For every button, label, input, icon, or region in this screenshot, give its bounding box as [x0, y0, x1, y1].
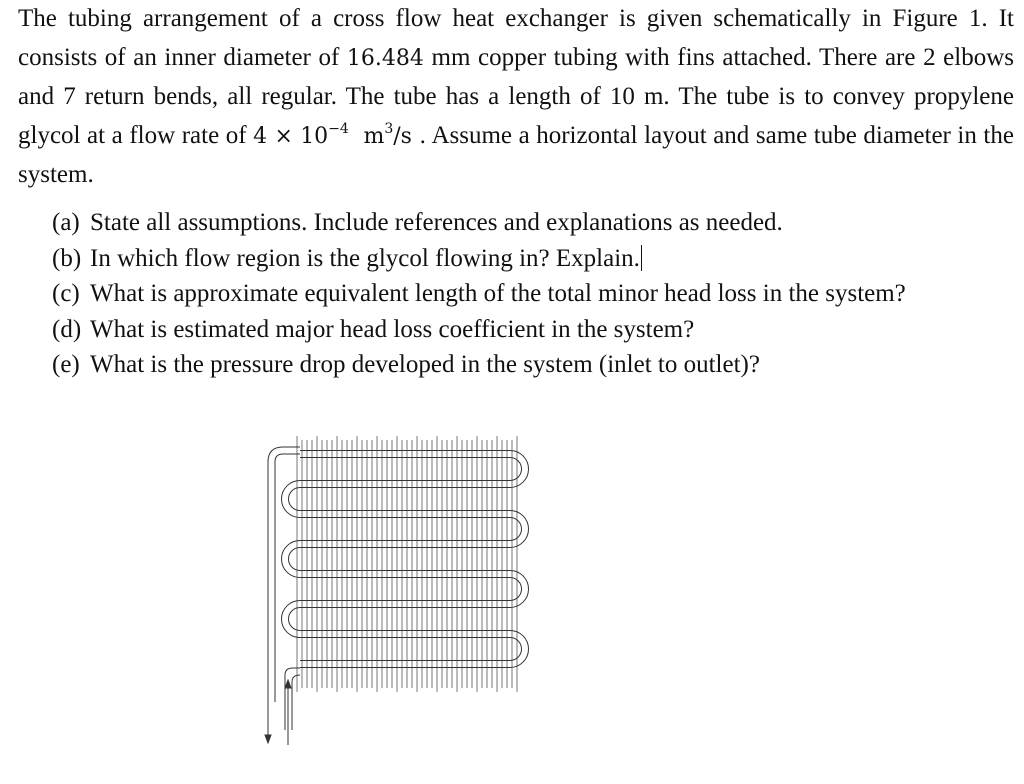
question-item: [52, 276, 952, 312]
tube-pass: [300, 601, 510, 608]
return-bends: [282, 451, 529, 668]
arrow-up-icon: [285, 680, 291, 745]
question-text: What is the pressure drop developed in the system (inlet to outlet)?: [90, 351, 760, 378]
question-item: [52, 312, 952, 348]
intro-text-1: The tubing arrangement of a cross flow heat exchanger is given schematically in Figure 1. It consists of an inner diameter of: [18, 5, 1014, 71]
intro-text-3: Assume a horizontal layout and same tube diameter in the system.: [18, 121, 1014, 188]
question-label: (a): [52, 209, 80, 236]
question-text: What is approximate equivalent length of the total minor head loss in the system?: [90, 280, 906, 307]
bottom-elbow: [285, 668, 300, 682]
question-label: (b): [52, 244, 82, 272]
flow-exponent: −4: [328, 120, 349, 137]
tube-passes: [300, 451, 510, 668]
text-cursor: [641, 245, 643, 271]
question-text: What is estimated major head loss coefficient in the system?: [90, 315, 695, 343]
tube-pass: [300, 541, 510, 548]
tube-pass: [300, 451, 510, 458]
question-item: [52, 241, 952, 277]
question-text-with-caret[interactable]: [90, 241, 952, 277]
flow-unit-exponent: 3: [384, 120, 394, 137]
top-elbow: [268, 447, 300, 462]
tube-pass: [300, 481, 510, 488]
right-return-bend: [510, 511, 529, 548]
tube-pass: [300, 571, 510, 578]
flow-unit: m: [363, 123, 385, 149]
tube-pass: [300, 511, 510, 518]
question-label: (d): [52, 315, 82, 343]
question-text: State all assumptions. Include references and explanations as needed.: [90, 209, 783, 236]
question-text: In which flow region is the glycol flowing in? Explain.: [90, 244, 640, 272]
question-label: (e): [52, 351, 80, 378]
question-label: (c): [52, 280, 80, 307]
outlet-pipe: [268, 462, 275, 735]
intro-text-2: copper tubing with fins attached. There are 2 elbows and 7 return bends, all regular. The tube has a length of 10 m. The tube is to convey propylene glycol at a flow rate of: [18, 43, 1015, 149]
right-return-bend: [510, 631, 529, 668]
flow-unit-tail: /s .: [393, 123, 427, 149]
heat-exchanger-figure: [255, 430, 545, 755]
problem-statement: [18, 0, 1014, 195]
tube-pass: [300, 661, 510, 668]
diameter-unit: mm: [431, 43, 471, 71]
flow-coefficient: 4 × 10: [253, 123, 329, 149]
right-return-bend: [510, 451, 529, 488]
diameter-value: 16.484: [346, 45, 424, 71]
flow-arrows: [265, 680, 291, 745]
right-return-bend: [510, 571, 529, 608]
flow-rate: [253, 120, 427, 149]
question-item: [52, 347, 952, 383]
question-list: [52, 205, 952, 383]
tube-pass: [300, 631, 510, 638]
question-item: [52, 205, 952, 241]
arrow-down-icon: [265, 728, 271, 743]
fin-lines: [297, 436, 517, 692]
